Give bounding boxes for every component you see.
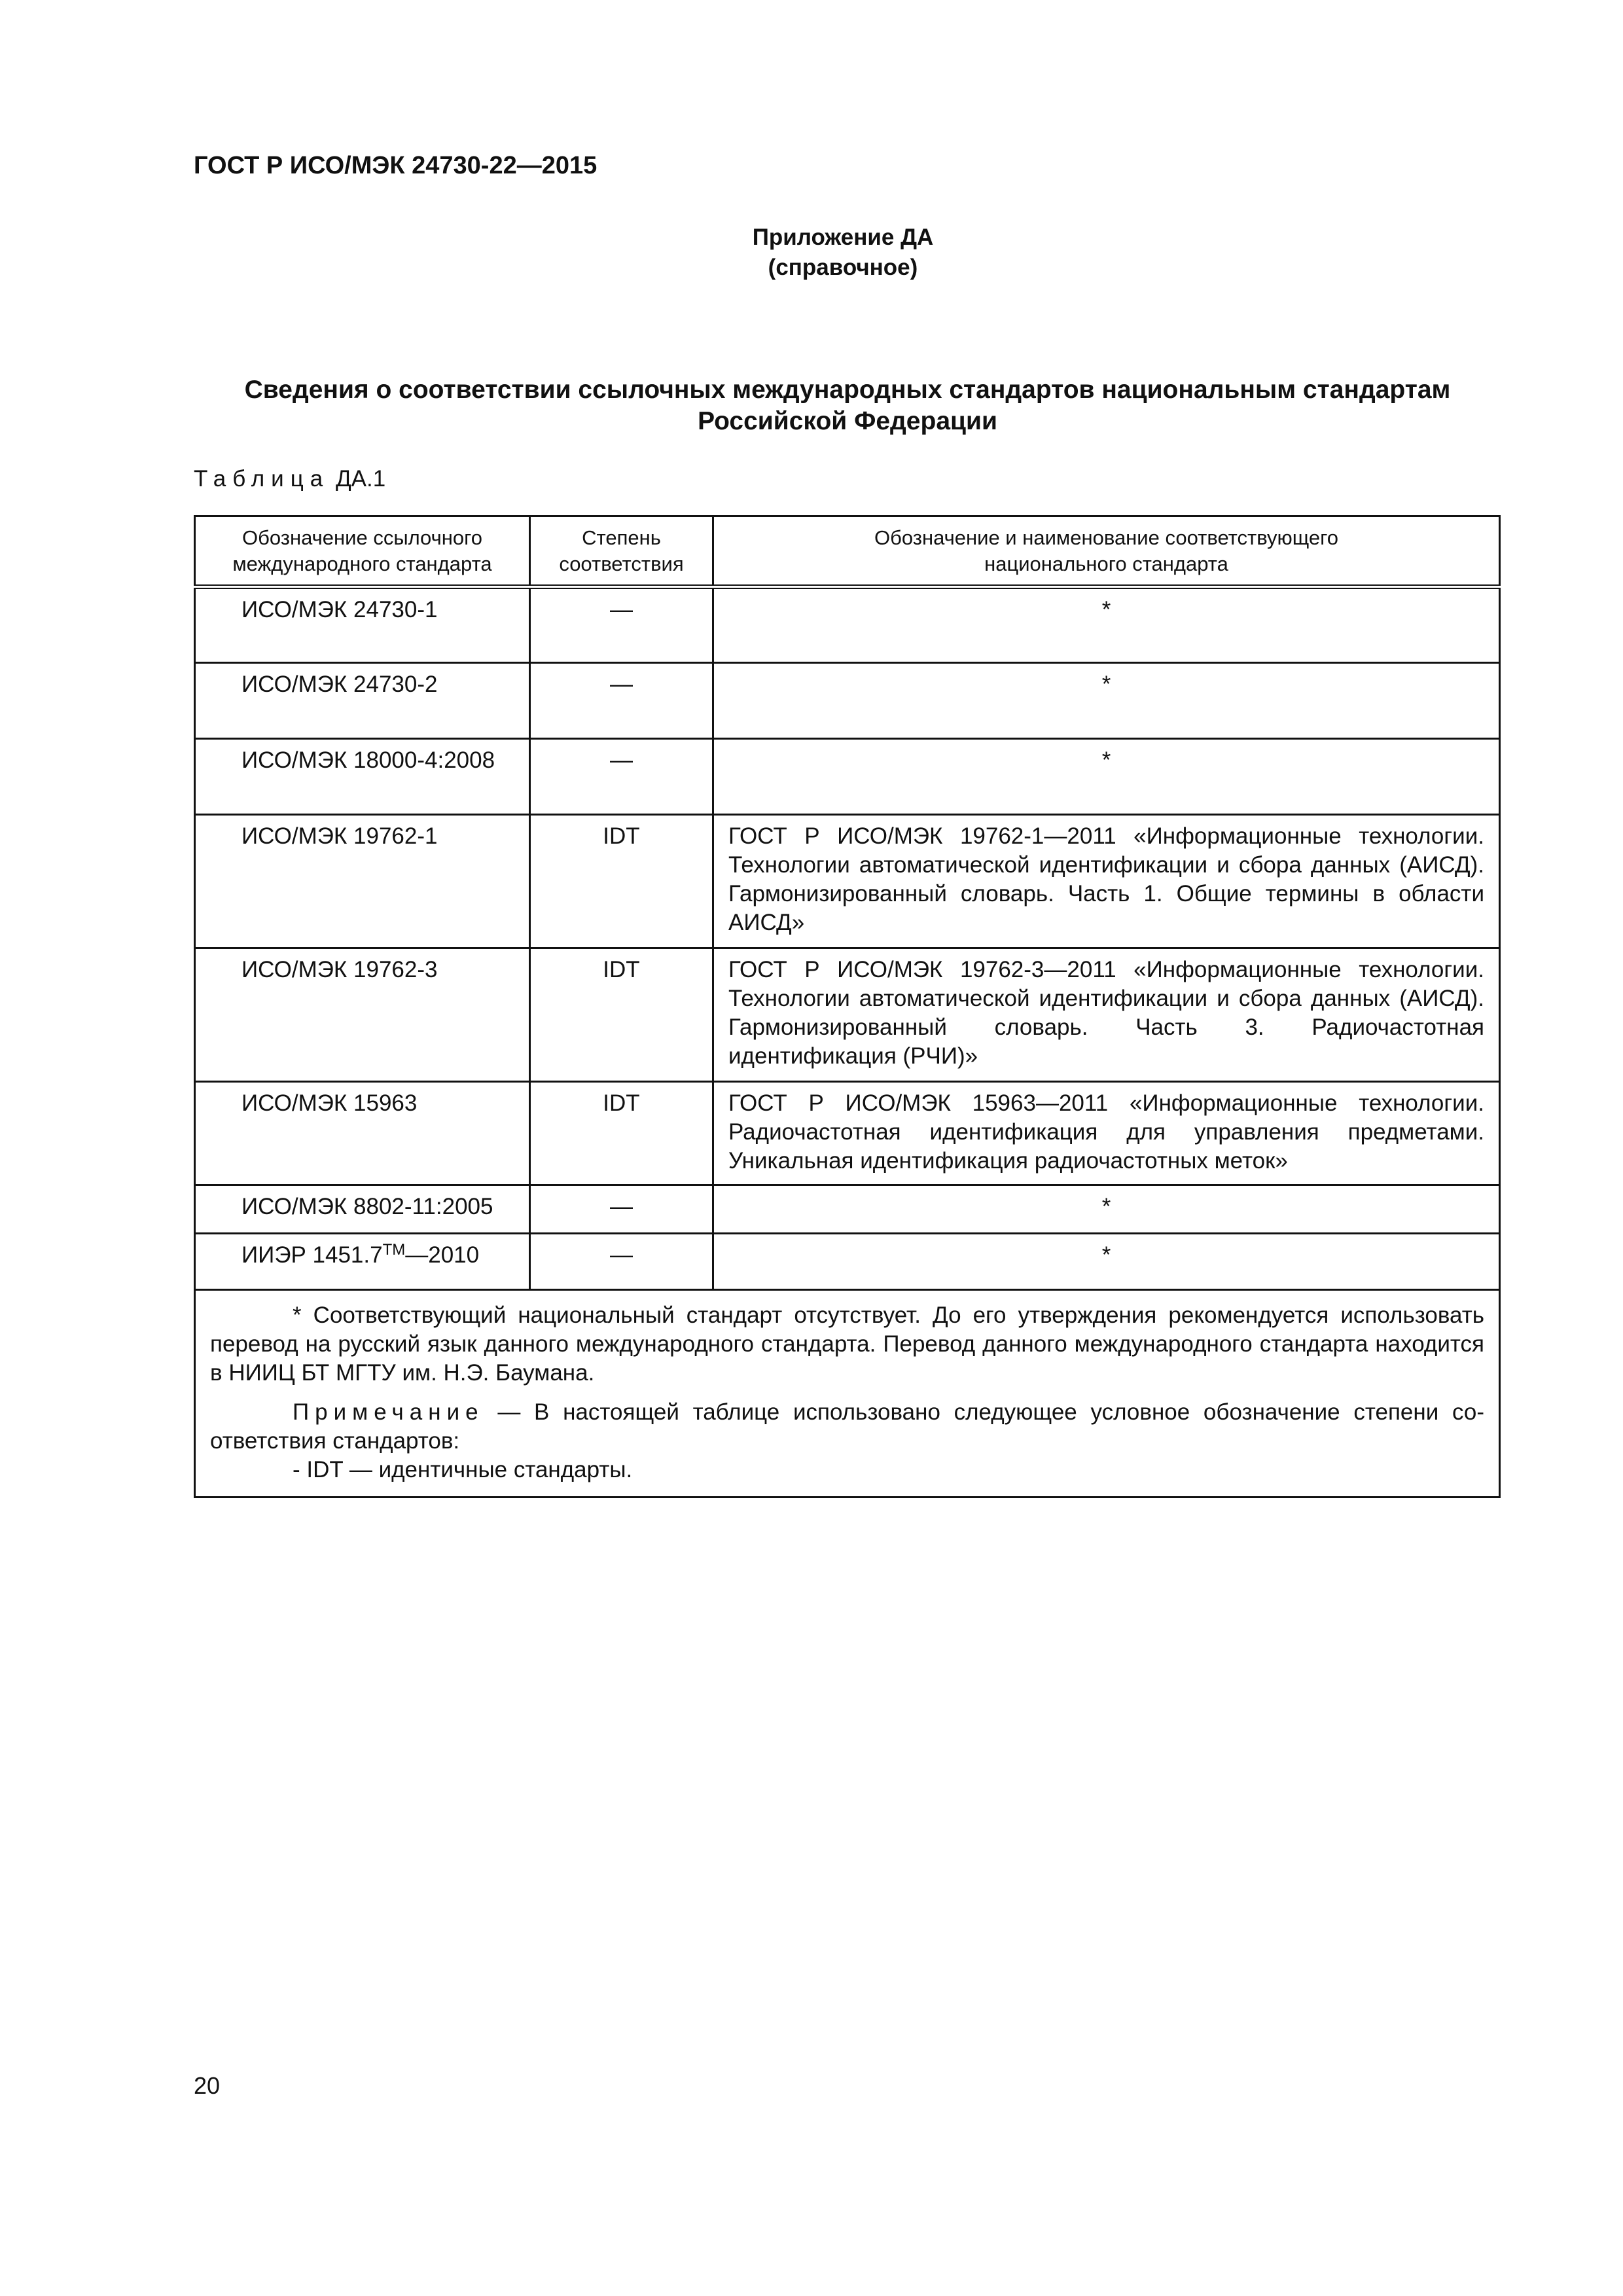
note-label: Примечание xyxy=(293,1399,484,1425)
trademark-superscript: TM xyxy=(382,1241,406,1259)
reference-standard-cell: ИСО/МЭК 24730-2 xyxy=(195,663,530,739)
annex-status: (справочное) xyxy=(768,255,918,280)
table-row xyxy=(195,739,1500,815)
page-number: 20 xyxy=(194,2072,221,2099)
table-row xyxy=(195,587,1500,663)
header-reference-standard-line-2: международного стандарта xyxy=(232,552,492,575)
degree-cell: IDT xyxy=(530,948,713,1082)
section-heading-line-2: Российской Федерации xyxy=(698,407,997,435)
national-standard-cell: * xyxy=(713,739,1500,815)
footnote-cell xyxy=(195,1290,1500,1498)
document-code: ГОСТ Р ИСО/МЭК 24730-22—2015 xyxy=(194,152,597,179)
note-text: — В настоящей таблице использовано следующее условное обозначение степени соответствия стандартов: xyxy=(210,1399,1484,1454)
reference-standard-cell: ИСО/МЭК 19762-3 xyxy=(195,948,530,1082)
note-paragraph xyxy=(210,1398,1484,1456)
degree-cell: IDT xyxy=(530,1082,713,1185)
table-row xyxy=(195,1082,1500,1185)
national-standard-cell: ГОСТ Р ИСО/МЭК 15963—2011 «Информационные технологии. Радиочастотная идентификация для управления предметами. Уникальная идентификация радиочастотных меток» xyxy=(713,1082,1500,1185)
note-list-item: - IDT — идентичные стандарты. xyxy=(293,1457,633,1482)
national-standard-cell: ГОСТ Р ИСО/МЭК 19762-3—2011 «Информационные технологии. Технологии автоматической идентификации и сбора данных (АИСД). Гармонизированный словарь. Часть 3. Радиочастотная идентификация (РЧИ)» xyxy=(713,948,1500,1082)
degree-cell: — xyxy=(530,663,713,739)
header-national-standard-line-2: национального стандарта xyxy=(984,552,1228,575)
table-header-row xyxy=(195,516,1500,587)
header-national-standard xyxy=(713,516,1500,587)
header-reference-standard-line-1: Обозначение ссылочного xyxy=(242,526,482,549)
table-row xyxy=(195,1234,1500,1290)
table-footnote-row xyxy=(195,1290,1500,1498)
section-heading-line-1: Сведения о соответствии ссылочных международных стандартов национальным стандартам xyxy=(244,376,1451,404)
reference-standard-year: —2010 xyxy=(405,1242,480,1268)
table-row xyxy=(195,948,1500,1082)
footnote-text: * Соответствующий национальный стандарт отсутствует. До его утверждения рекомендуется использовать перевод на русский язык данного международного стандарта. Перевод данного международного стандарта находится в НИИЦ БТ МГТУ им. Н.Э. Баумана. xyxy=(210,1302,1484,1386)
header-degree-line-2: соответствия xyxy=(559,552,684,575)
reference-standard-cell: ИСО/МЭК 8802-11:2005 xyxy=(195,1185,530,1234)
degree-cell: — xyxy=(530,1185,713,1234)
national-standard-cell: * xyxy=(713,663,1500,739)
section-heading xyxy=(196,374,1499,437)
standards-correspondence-table xyxy=(194,515,1501,1498)
table-caption-word: Таблица xyxy=(194,466,330,492)
national-standard-cell: ГОСТ Р ИСО/МЭК 19762-1—2011 «Информационные технологии. Технологии автоматической идентификации и сбора данных (АИСД). Гармонизированный словарь. Часть 1. Общие термины в области АИСД» xyxy=(713,815,1500,948)
reference-standard-cell xyxy=(195,1234,530,1290)
reference-standard-cell: ИСО/МЭК 24730-1 xyxy=(195,587,530,663)
reference-standard-cell: ИСО/МЭК 15963 xyxy=(195,1082,530,1185)
header-degree-line-1: Степень xyxy=(582,526,661,549)
table-row xyxy=(195,815,1500,948)
degree-cell: IDT xyxy=(530,815,713,948)
table-caption-number: ДА.1 xyxy=(335,466,386,492)
degree-cell: — xyxy=(530,587,713,663)
degree-cell: — xyxy=(530,739,713,815)
reference-standard-cell: ИСО/МЭК 18000-4:2008 xyxy=(195,739,530,815)
annex-title: Приложение ДА xyxy=(752,224,934,250)
header-national-standard-line-1: Обозначение и наименование соответствующего xyxy=(874,526,1339,549)
header-reference-standard xyxy=(195,516,530,587)
reference-standard-cell: ИСО/МЭК 19762-1 xyxy=(195,815,530,948)
national-standard-cell: * xyxy=(713,1185,1500,1234)
header-degree xyxy=(530,516,713,587)
table-caption xyxy=(194,466,385,492)
national-standard-cell: * xyxy=(713,1234,1500,1290)
reference-standard-code: ИИЭР 1451.7 xyxy=(241,1242,383,1268)
degree-cell: — xyxy=(530,1234,713,1290)
table-row xyxy=(195,1185,1500,1234)
table-row xyxy=(195,663,1500,739)
national-standard-cell: * xyxy=(713,587,1500,663)
